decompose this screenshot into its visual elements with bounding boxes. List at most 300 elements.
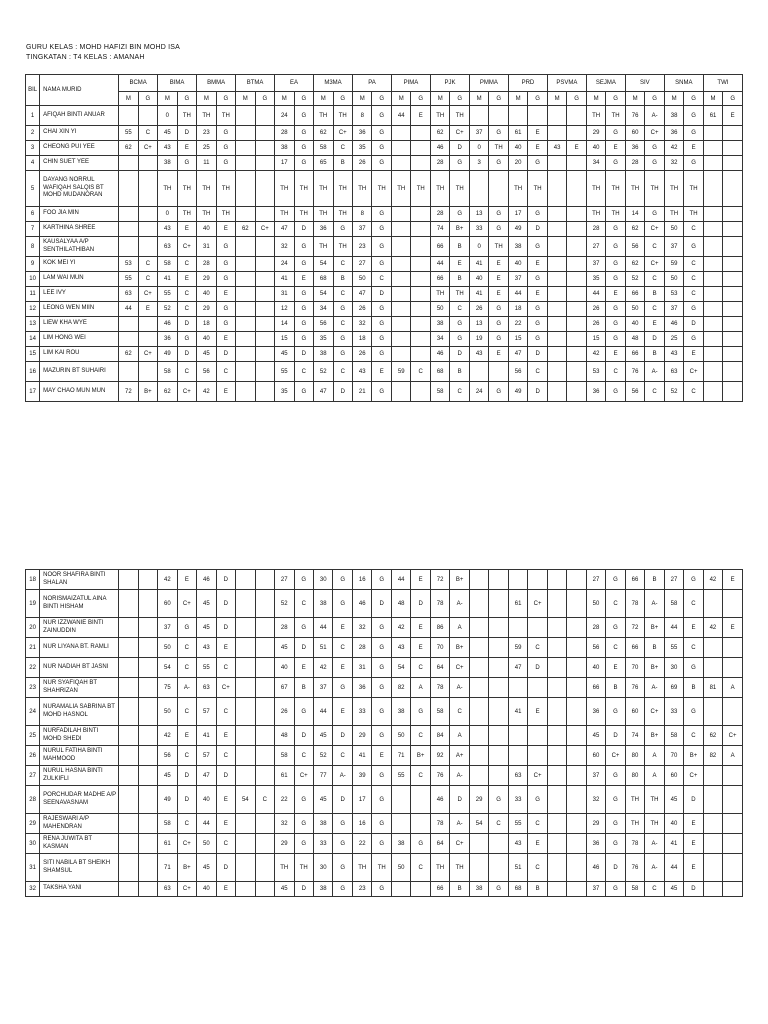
mark-cell — [391, 382, 410, 402]
mark-cell — [236, 207, 255, 222]
mark-cell: 71 — [391, 746, 410, 766]
mark-cell: 30 — [314, 570, 333, 590]
mark-cell: 45 — [275, 638, 294, 658]
grade-cell: A — [723, 746, 743, 766]
grade-cell: G — [294, 570, 313, 590]
mark-cell: 13 — [469, 317, 488, 332]
student-row — [26, 106, 743, 126]
bil-cell: 20 — [26, 618, 40, 638]
mark-cell: 45 — [158, 766, 177, 786]
grade-cell — [528, 746, 547, 766]
mark-cell: 47 — [508, 658, 527, 678]
grade-cell: C+ — [450, 658, 469, 678]
grade-cell: C — [606, 590, 625, 618]
bil-cell: 16 — [26, 362, 40, 382]
grade-cell — [255, 362, 275, 382]
grade-cell: A — [411, 678, 430, 698]
g-subheader: G — [606, 92, 626, 106]
grade-cell: TH — [684, 207, 703, 222]
grade-cell: B+ — [645, 618, 664, 638]
mark-cell: 69 — [664, 678, 683, 698]
grade-cell: A- — [450, 766, 469, 786]
mark-cell — [236, 678, 255, 698]
grade-cell: TH — [528, 171, 548, 207]
grade-cell: G — [528, 302, 548, 317]
mark-cell: 47 — [314, 382, 333, 402]
grade-cell — [567, 678, 586, 698]
grade-cell — [138, 786, 157, 814]
mark-cell — [469, 362, 488, 382]
grade-cell — [489, 854, 508, 882]
grade-cell — [411, 317, 431, 332]
grade-cell: C — [138, 126, 157, 141]
grade-cell — [723, 362, 743, 382]
mark-cell: 76 — [625, 854, 644, 882]
mark-cell: 58 — [158, 257, 177, 272]
mark-cell: TH — [625, 171, 644, 207]
grade-cell: C — [606, 638, 625, 658]
grade-cell — [255, 171, 275, 207]
mark-cell: 44 — [314, 618, 333, 638]
student-name: PORCHUDAR MADHE A/P SEENAVASNAM — [40, 786, 119, 814]
mark-cell — [236, 332, 255, 347]
grade-cell: D — [528, 347, 548, 362]
mark-cell: 37 — [314, 678, 333, 698]
mark-cell: 36 — [353, 126, 372, 141]
mark-cell: TH — [625, 814, 644, 834]
grade-cell: G — [645, 156, 665, 171]
grade-cell: G — [294, 834, 313, 854]
student-row — [26, 746, 743, 766]
grade-cell: B — [294, 678, 313, 698]
mark-cell: 34 — [314, 302, 333, 317]
bil-cell: 27 — [26, 766, 40, 786]
mark-cell — [119, 698, 138, 726]
grade-cell: G — [372, 156, 391, 171]
subject-header: SNMA — [664, 75, 703, 92]
mark-cell: 17 — [508, 207, 527, 222]
student-row — [26, 854, 743, 882]
grade-cell — [138, 834, 157, 854]
grade-cell: TH — [216, 171, 235, 207]
mark-cell — [391, 814, 410, 834]
g-subheader: G — [372, 92, 391, 106]
mark-cell — [703, 317, 722, 332]
grade-cell: C+ — [177, 590, 196, 618]
grade-cell: C — [216, 834, 235, 854]
grade-cell — [489, 570, 508, 590]
grade-cell: G — [294, 257, 314, 272]
mark-cell: 21 — [353, 382, 372, 402]
mark-cell: 45 — [197, 590, 216, 618]
grade-cell: G — [606, 382, 626, 402]
mark-cell: 43 — [391, 638, 410, 658]
m-subheader: M — [703, 92, 722, 106]
grade-cell — [138, 882, 157, 897]
student-name: LEONG WEN MIIN — [40, 302, 119, 317]
mark-cell: 46 — [664, 317, 683, 332]
bil-cell: 31 — [26, 854, 40, 882]
mark-cell — [703, 222, 722, 237]
mark-cell: 56 — [625, 382, 644, 402]
grade-cell — [567, 698, 586, 726]
mark-cell: 45 — [197, 854, 216, 882]
grade-cell: E — [216, 332, 235, 347]
subject-header: PMMA — [469, 75, 508, 92]
mark-cell — [547, 746, 566, 766]
grade-cell: C — [645, 237, 665, 257]
mark-cell — [236, 618, 255, 638]
mark-cell: 58 — [664, 726, 683, 746]
grade-cell — [255, 141, 275, 156]
grade-cell: E — [294, 658, 313, 678]
class-teacher-line: GURU KELAS : MOHD HAFIZI BIN MOHD ISA — [26, 44, 181, 51]
mark-cell: 43 — [469, 347, 488, 362]
grade-cell — [489, 638, 508, 658]
student-row — [26, 698, 743, 726]
grade-cell: TH — [177, 207, 197, 222]
grade-cell — [138, 362, 157, 382]
mark-cell: 41 — [469, 257, 488, 272]
grade-cell: E — [177, 570, 196, 590]
grade-cell: E — [333, 698, 352, 726]
grade-cell: E — [489, 287, 508, 302]
mark-cell — [236, 658, 255, 678]
mark-cell: TH — [314, 171, 333, 207]
mark-cell: 65 — [314, 156, 333, 171]
mark-cell — [547, 786, 566, 814]
student-name: RAJESWARI A/P MAHENDRAN — [40, 814, 119, 834]
mark-cell: 76 — [625, 362, 644, 382]
student-name: LIM KAI ROU — [40, 347, 119, 362]
grade-cell — [411, 302, 431, 317]
grade-cell — [255, 766, 274, 786]
mark-cell: TH — [430, 171, 449, 207]
student-name: NURAMALIA SABRINA BT MOHD HASNOL — [40, 698, 119, 726]
grade-cell — [138, 658, 157, 678]
grade-cell: G — [606, 126, 626, 141]
mark-cell: 59 — [664, 257, 683, 272]
grade-cell: G — [372, 570, 391, 590]
grade-cell — [255, 618, 274, 638]
mark-cell: 71 — [158, 854, 177, 882]
mark-cell: 81 — [703, 678, 722, 698]
grade-cell — [138, 237, 157, 257]
mark-cell — [469, 746, 488, 766]
student-row — [26, 618, 743, 638]
grade-cell: G — [333, 834, 352, 854]
mark-cell: 55 — [119, 126, 138, 141]
mark-cell — [547, 257, 566, 272]
mark-cell: 45 — [197, 618, 216, 638]
grade-cell: E — [684, 814, 703, 834]
mark-cell — [469, 678, 488, 698]
mark-cell: 78 — [430, 814, 449, 834]
mark-cell: 44 — [664, 854, 683, 882]
grade-cell: C+ — [450, 834, 469, 854]
grade-cell: G — [528, 207, 548, 222]
mark-cell: 28 — [430, 207, 449, 222]
grade-cell — [255, 207, 275, 222]
bil-cell: 18 — [26, 570, 40, 590]
mark-cell: 36 — [625, 141, 644, 156]
bil-cell: 12 — [26, 302, 40, 317]
grade-cell: D — [450, 141, 470, 156]
mark-cell: 66 — [625, 347, 644, 362]
mark-cell: 33 — [664, 698, 683, 726]
grade-cell: G — [372, 302, 391, 317]
mark-cell: 45 — [158, 126, 177, 141]
g-subheader: G — [684, 92, 703, 106]
grade-cell — [411, 882, 430, 897]
mark-cell: 55 — [119, 272, 138, 287]
grade-cell — [567, 854, 586, 882]
mark-cell: 40 — [197, 786, 216, 814]
grade-cell — [138, 638, 157, 658]
mark-cell — [703, 126, 722, 141]
grade-cell — [255, 570, 274, 590]
grade-cell: G — [294, 698, 313, 726]
grade-cell: C — [333, 746, 352, 766]
student-name: LAM WAI MUN — [40, 272, 119, 287]
grade-cell: E — [606, 287, 626, 302]
mark-cell: 57 — [197, 746, 216, 766]
grade-cell — [567, 287, 587, 302]
mark-cell: 35 — [275, 382, 294, 402]
grade-cell: G — [294, 287, 314, 302]
grade-cell: C+ — [645, 257, 665, 272]
student-row — [26, 570, 743, 590]
mark-cell — [547, 106, 566, 126]
mark-cell: 35 — [353, 141, 372, 156]
mark-cell: 38 — [314, 814, 333, 834]
mark-cell — [703, 834, 722, 854]
mark-cell — [236, 766, 255, 786]
mark-cell — [469, 171, 488, 207]
mark-cell: 42 — [703, 618, 722, 638]
mark-cell: 32 — [275, 237, 294, 257]
mark-cell: 84 — [430, 726, 449, 746]
grade-cell: C — [450, 382, 470, 402]
grade-cell — [138, 590, 157, 618]
mark-cell: 47 — [508, 347, 527, 362]
subject-header: BIMA — [158, 75, 197, 92]
grade-cell: E — [489, 272, 508, 287]
mark-cell: 61 — [275, 766, 294, 786]
grade-cell — [723, 156, 743, 171]
grade-cell: E — [684, 834, 703, 854]
mark-cell: 18 — [508, 302, 527, 317]
mark-cell: 62 — [430, 126, 449, 141]
grade-cell: G — [684, 658, 703, 678]
grade-cell: C+ — [216, 678, 235, 698]
grade-cell — [411, 287, 431, 302]
bil-cell: 15 — [26, 347, 40, 362]
grade-cell: E — [489, 257, 508, 272]
mark-cell: 27 — [664, 570, 683, 590]
grade-cell: TH — [489, 141, 508, 156]
grade-cell — [411, 272, 431, 287]
mark-cell: 47 — [275, 222, 294, 237]
mark-cell: 58 — [664, 590, 683, 618]
grade-cell: G — [489, 156, 508, 171]
grade-cell — [255, 882, 274, 897]
mark-cell: 60 — [586, 746, 605, 766]
grade-cell: E — [450, 257, 470, 272]
mark-cell — [508, 106, 527, 126]
grade-cell: D — [294, 222, 314, 237]
mark-cell — [236, 141, 255, 156]
mark-cell: 40 — [664, 814, 683, 834]
mark-cell: 27 — [586, 570, 605, 590]
mark-cell: 24 — [275, 106, 294, 126]
mark-cell: 40 — [197, 222, 216, 237]
mark-cell: 82 — [703, 746, 722, 766]
mark-cell: 41 — [275, 272, 294, 287]
grade-cell — [138, 854, 157, 882]
grade-cell — [255, 272, 275, 287]
mark-cell: 62 — [625, 257, 644, 272]
grade-cell — [255, 854, 274, 882]
student-name: LIM HONG WEI — [40, 332, 119, 347]
grade-cell — [255, 287, 275, 302]
grade-cell: TH — [216, 106, 235, 126]
mark-cell: 52 — [314, 746, 333, 766]
grade-cell: G — [294, 106, 314, 126]
mark-cell: 41 — [664, 834, 683, 854]
mark-cell: TH — [391, 171, 410, 207]
grade-cell — [723, 814, 743, 834]
m-subheader: M — [664, 92, 683, 106]
mark-cell: 27 — [586, 237, 605, 257]
g-subheader: G — [177, 92, 197, 106]
grade-cell: D — [372, 287, 391, 302]
g-subheader: G — [294, 92, 314, 106]
mark-cell: 37 — [664, 302, 683, 317]
grade-cell — [528, 618, 547, 638]
mark-cell — [547, 678, 566, 698]
grade-cell: E — [216, 814, 235, 834]
student-row — [26, 156, 743, 171]
m-subheader: M — [469, 92, 488, 106]
mark-cell — [119, 570, 138, 590]
mark-cell: TH — [314, 207, 333, 222]
grade-cell: G — [489, 222, 508, 237]
mark-cell: 36 — [664, 126, 683, 141]
grade-cell: G — [528, 237, 548, 257]
grade-cell: B — [450, 272, 470, 287]
mark-cell: 41 — [469, 287, 488, 302]
grade-cell — [723, 882, 743, 897]
grade-cell — [489, 746, 508, 766]
mark-cell: 62 — [158, 382, 177, 402]
grade-cell: G — [294, 332, 314, 347]
mark-cell: 36 — [158, 332, 177, 347]
mark-cell: 46 — [352, 590, 371, 618]
mark-cell: 82 — [391, 678, 410, 698]
grade-cell: C — [606, 362, 626, 382]
mark-cell — [119, 638, 138, 658]
mark-cell: 29 — [586, 814, 605, 834]
grade-cell — [411, 814, 430, 834]
mark-cell: 40 — [469, 272, 488, 287]
grade-cell: A- — [645, 362, 665, 382]
grade-cell: C — [216, 698, 235, 726]
grade-cell — [723, 126, 743, 141]
grade-cell: G — [606, 766, 625, 786]
mark-cell: 56 — [197, 362, 216, 382]
grade-cell: E — [645, 317, 665, 332]
mark-cell: 31 — [197, 237, 216, 257]
mark-cell: 50 — [353, 272, 372, 287]
student-row — [26, 126, 743, 141]
mark-cell: TH — [353, 171, 372, 207]
grade-cell: E — [723, 618, 743, 638]
mark-cell — [547, 638, 566, 658]
grade-cell: C — [528, 362, 548, 382]
student-name: LIEW KHA WYE — [40, 317, 119, 332]
mark-cell: 60 — [664, 766, 683, 786]
mark-cell: 29 — [352, 726, 371, 746]
grade-cell: C — [684, 590, 703, 618]
mark-cell — [391, 317, 410, 332]
mark-cell — [236, 287, 255, 302]
student-row — [26, 272, 743, 287]
mark-cell: 61 — [508, 590, 527, 618]
grade-cell: D — [177, 786, 196, 814]
grade-cell: G — [372, 658, 391, 678]
mark-cell: 61 — [158, 834, 177, 854]
grade-cell: C — [294, 362, 314, 382]
mark-cell — [469, 834, 488, 854]
grade-cell: D — [294, 882, 313, 897]
grade-cell: G — [606, 222, 626, 237]
grade-cell — [567, 786, 586, 814]
grade-cell — [489, 766, 508, 786]
mark-cell — [236, 814, 255, 834]
mark-cell — [703, 237, 722, 257]
student-row — [26, 207, 743, 222]
mark-cell — [703, 156, 722, 171]
grade-cell: E — [411, 638, 430, 658]
grade-cell: G — [372, 332, 391, 347]
mark-cell — [703, 141, 722, 156]
grade-cell: TH — [333, 207, 352, 222]
grade-cell: G — [216, 237, 235, 257]
g-subheader: G — [528, 92, 548, 106]
m-subheader: M — [391, 92, 410, 106]
grade-cell: E — [177, 141, 197, 156]
grade-cell — [255, 106, 275, 126]
mark-cell — [236, 726, 255, 746]
mark-cell: 45 — [664, 882, 683, 897]
grade-cell: D — [684, 882, 703, 897]
grade-cell: C — [138, 272, 157, 287]
grade-cell: B — [450, 237, 470, 257]
grade-cell — [138, 814, 157, 834]
grade-cell: C — [216, 658, 235, 678]
grade-cell: C — [216, 746, 235, 766]
mark-cell: TH — [586, 207, 605, 222]
grade-cell: G — [333, 678, 352, 698]
grade-cell: C — [177, 287, 197, 302]
mark-cell: 59 — [391, 362, 410, 382]
mark-cell: 58 — [430, 698, 449, 726]
grade-cell: G — [684, 106, 703, 126]
mark-cell — [547, 171, 566, 207]
grade-cell: C — [645, 882, 664, 897]
grade-cell: A- — [645, 106, 665, 126]
